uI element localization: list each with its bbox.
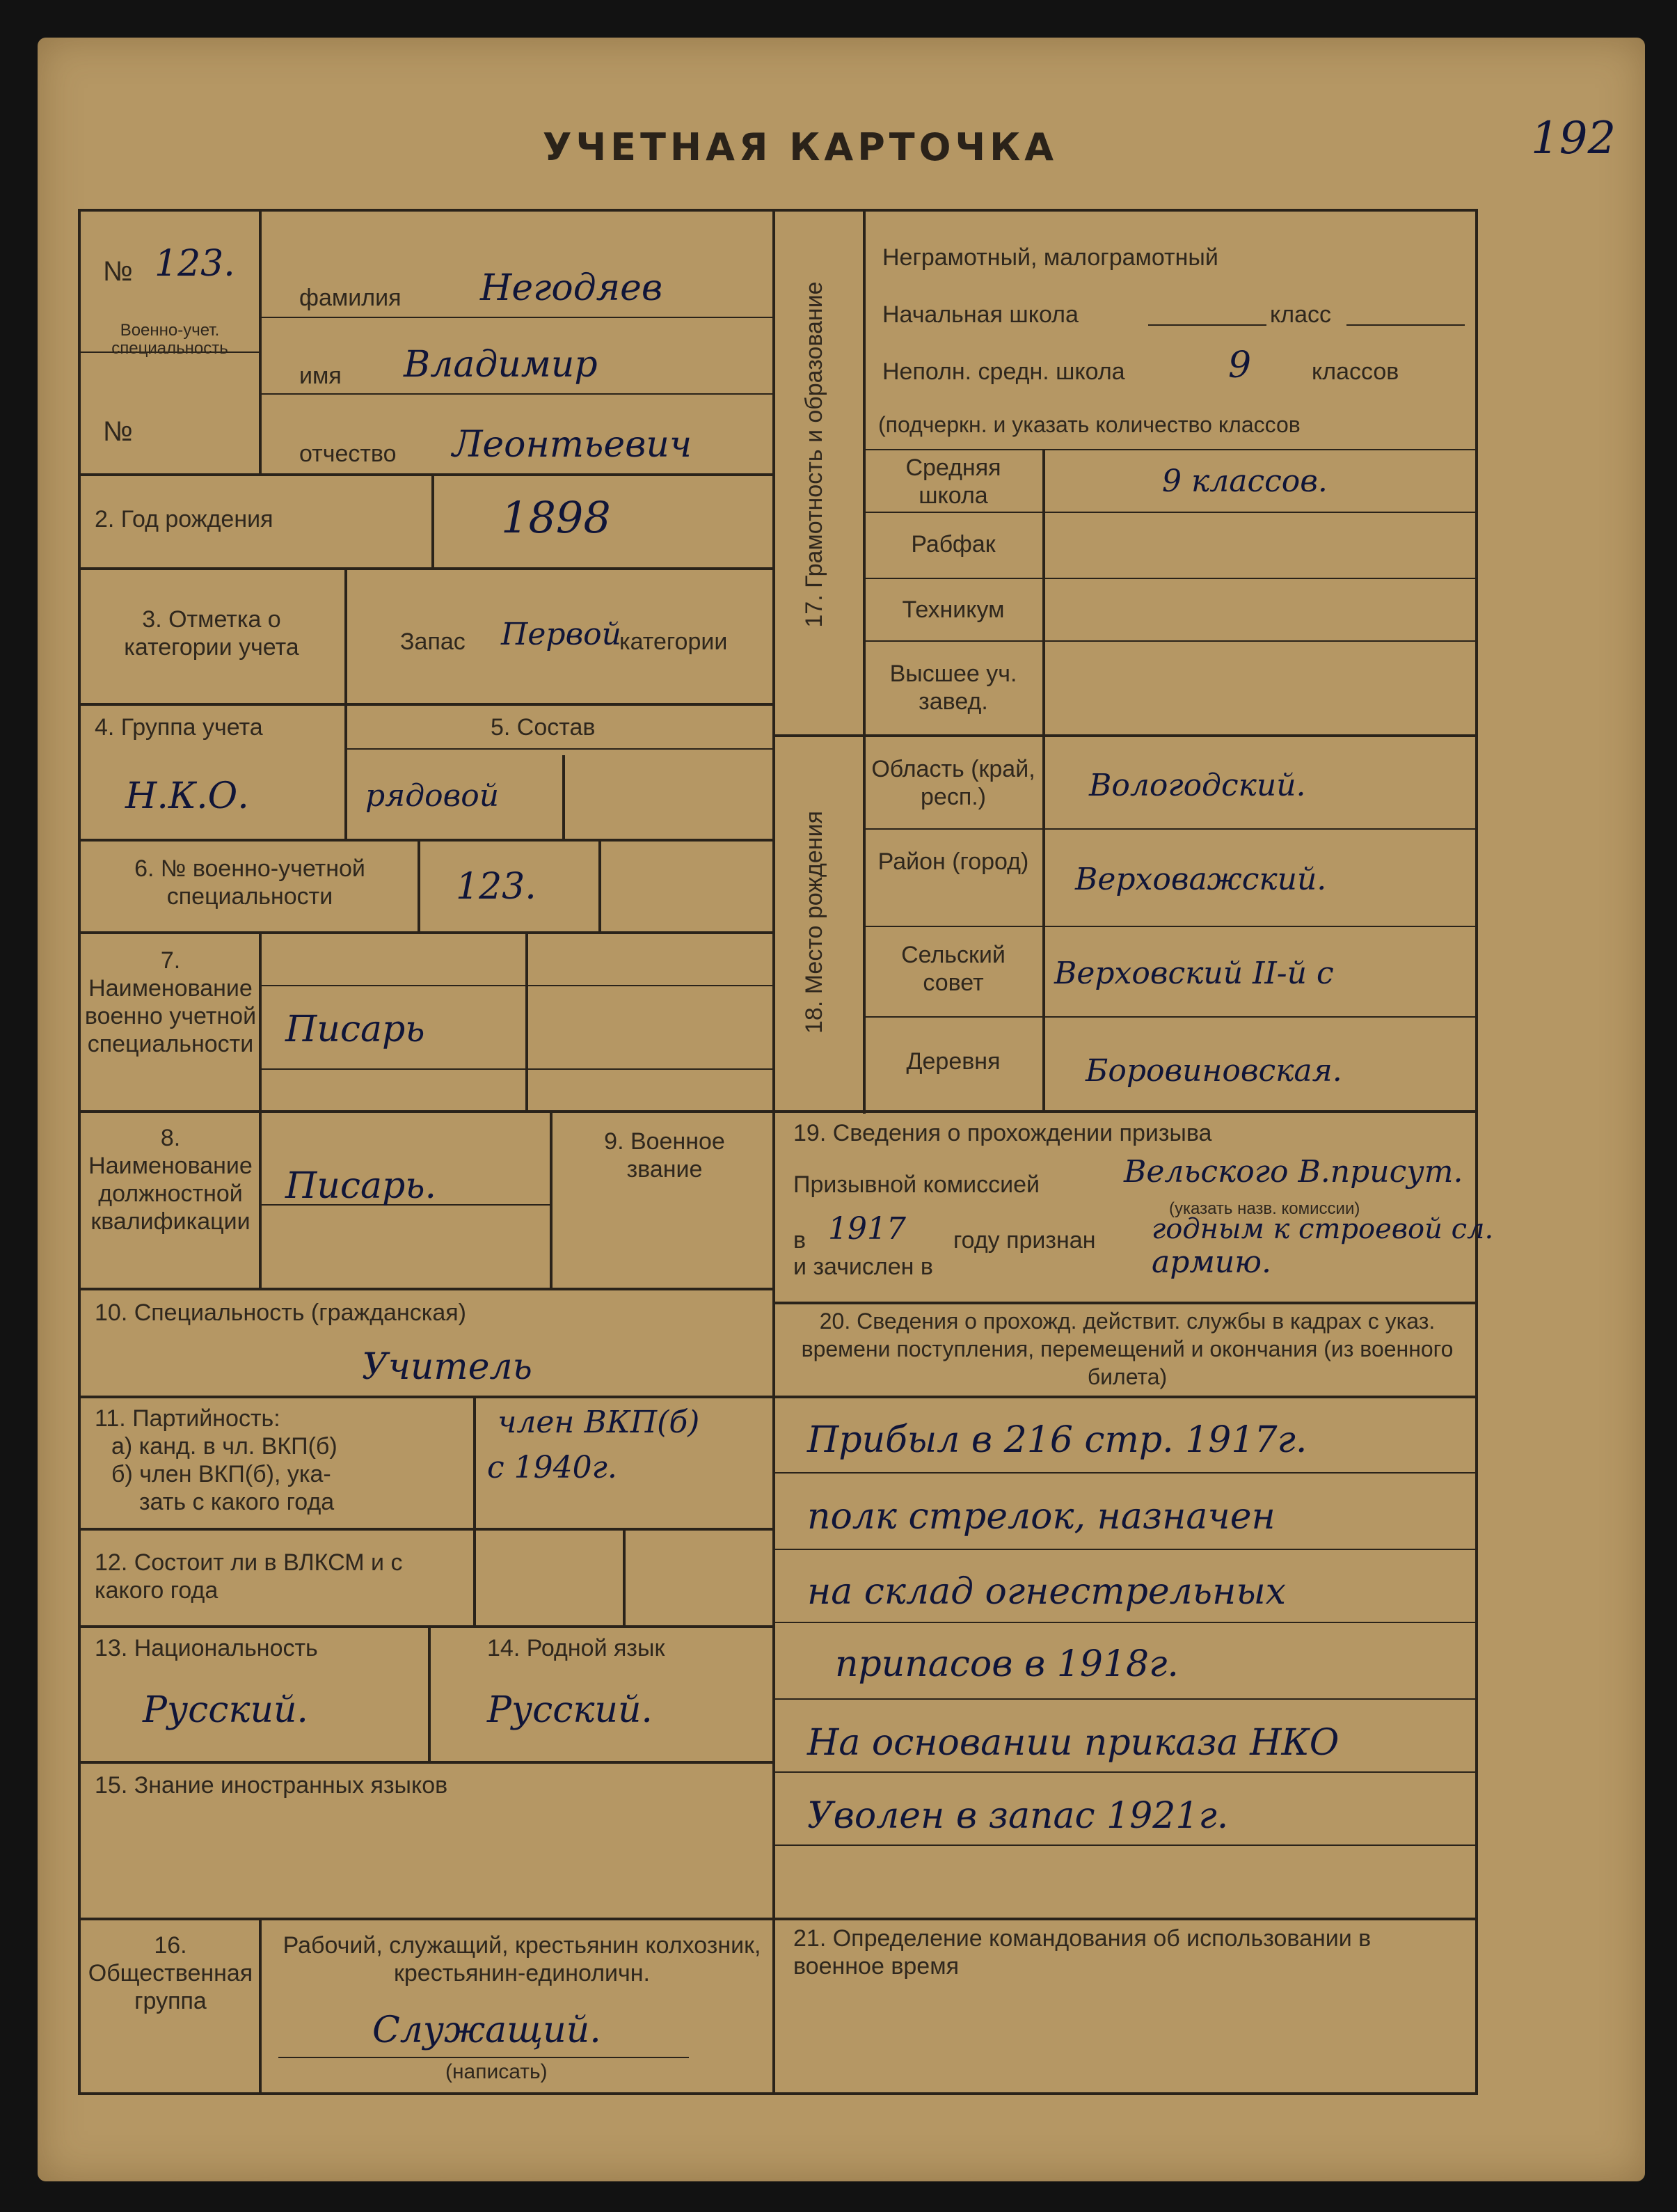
foreign-lang-label: 15. Знание иностранных языков (95, 1772, 448, 1799)
group-label: 4. Группа учета (95, 714, 263, 741)
rule (344, 567, 347, 703)
rule (259, 1918, 262, 2092)
record-card (38, 38, 1645, 2181)
rule (418, 839, 420, 931)
service-line-6: Уволен в запас 1921г. (807, 1795, 1229, 1837)
frame-left (78, 209, 81, 2095)
rank-label: 9. Военное звание (604, 1128, 725, 1183)
rule (78, 839, 772, 842)
party-b: б) член ВКП(б), ука- (111, 1461, 331, 1487)
rule (344, 748, 772, 750)
enrolled-value: армию. (1152, 1245, 1271, 1280)
rule (525, 931, 528, 1110)
rule (278, 2057, 689, 2058)
rule (863, 1016, 1475, 1018)
rule (78, 931, 772, 934)
service-line-4: припасов в 1918г. (835, 1643, 1179, 1685)
bp-row-label-council: Сельский совет (901, 942, 1006, 996)
rule (78, 1528, 772, 1531)
position-label: 8. Наименование должностной квалификации (88, 1125, 253, 1235)
bp-row-value-council: Верховский II-й с (1054, 956, 1334, 991)
patronymic-value: Леонтьевич (452, 424, 692, 466)
rule (78, 1110, 772, 1113)
rule (262, 393, 772, 395)
rule (623, 1528, 626, 1625)
rule (431, 473, 434, 567)
category-label: 3. Отметка о категории учета (124, 606, 299, 661)
rule (863, 578, 1475, 579)
name-label: имя (299, 363, 342, 389)
rule (863, 512, 1475, 513)
party-c: зать с какого года (139, 1489, 335, 1515)
command-label: 21. Определение командования об использовании в военное время (793, 1925, 1372, 1980)
year-in-label: в (793, 1227, 806, 1254)
incomplete-label: Неполн. средн. школа (882, 358, 1125, 385)
rule (473, 1528, 476, 1625)
vus-label: Военно-учет. специальность (111, 321, 228, 358)
birthplace-section-label: 18. Место рождения (801, 811, 827, 1034)
rule (78, 1625, 772, 1628)
rule (262, 317, 772, 318)
native-lang-label: 14. Родной язык (487, 1635, 665, 1661)
bp-row-value-region: Вологодский. (1089, 768, 1306, 803)
category-suffix: категории (619, 629, 728, 655)
category-value: Первой (501, 617, 622, 652)
group-value: Н.К.О. (125, 775, 249, 817)
incomplete-suffix: классов (1312, 358, 1399, 385)
rule (1042, 734, 1045, 1110)
patronymic-label: отчество (299, 441, 397, 467)
rule (550, 1110, 553, 1288)
service-line-3: на склад огнестрельных (807, 1571, 1287, 1613)
civil-spec-label: 10. Специальность (гражданская) (95, 1299, 467, 1326)
rule (344, 703, 347, 839)
rule (863, 209, 866, 1114)
surname-label: фамилия (299, 285, 402, 311)
rule (1346, 324, 1465, 326)
frame-center (772, 209, 775, 2095)
illiterate-label: Неграмотный, малограмотный (882, 244, 1218, 271)
enrolled-label: и зачислен в (793, 1254, 933, 1280)
nationality-label: 13. Национальность (95, 1635, 318, 1661)
service-line-5: На основании приказа НКО (807, 1722, 1340, 1764)
rule (78, 1918, 772, 1920)
frame-right (1475, 209, 1478, 2095)
conscription-label: 19. Сведения о прохождении призыва (793, 1120, 1212, 1146)
surname-value: Негодяев (480, 267, 663, 309)
frame-bottom (78, 2092, 1478, 2095)
rule (772, 1549, 1475, 1550)
native-lang-value: Русский. (487, 1689, 653, 1731)
commission-label: Призывной комиссией (793, 1171, 1040, 1198)
rule (772, 1472, 1475, 1474)
rule (1148, 324, 1266, 326)
civil-spec-value: Учитель (362, 1346, 532, 1388)
rule (78, 1761, 772, 1764)
rule (259, 1068, 772, 1070)
rule (772, 1918, 1475, 1920)
rule (772, 1771, 1475, 1773)
edu-row-label-rabfak: Рабфак (911, 531, 996, 558)
rule (772, 1698, 1475, 1700)
no-label: № (103, 256, 133, 287)
commission-value: Вельского В.присут. (1124, 1154, 1463, 1190)
service-line-1: Прибыл в 216 стр. 1917г. (807, 1419, 1308, 1461)
rule (863, 926, 1475, 927)
rule (78, 567, 772, 570)
edu-row-label-secondary: Средняя школа (905, 455, 1001, 509)
nationality-value: Русский. (143, 1689, 308, 1731)
rule (428, 1625, 431, 1761)
primary-class-label: класс (1270, 301, 1332, 328)
edu-row-label-technikum: Техникум (902, 597, 1005, 623)
rule (562, 755, 565, 839)
edu-row-label-higher: Высшее уч. завед. (889, 661, 1017, 715)
composition-label: 5. Состав (491, 714, 596, 741)
rule (772, 1302, 1475, 1304)
rule (772, 734, 1475, 737)
year-label: году признан (953, 1227, 1096, 1254)
rule (259, 209, 262, 473)
rule (473, 1396, 476, 1528)
rule (78, 1288, 772, 1290)
rule (78, 1396, 772, 1398)
frame-top (78, 209, 1478, 212)
composition-value: рядовой (365, 778, 500, 814)
rule (863, 640, 1475, 642)
social-group-value: Служащий. (372, 2009, 601, 2051)
bp-row-value-district: Верховажский. (1075, 862, 1327, 897)
name-value: Владимир (404, 344, 598, 386)
party-value-2: с 1940г. (487, 1450, 617, 1485)
social-group-options: Рабочий, служащий, крестьянин колхозник, крестьянин-единоличн. (283, 1932, 761, 1986)
bp-row-label-district: Район (город) (877, 848, 1029, 875)
rule (772, 1396, 1475, 1398)
rule (78, 703, 772, 706)
education-hint: (подчеркн. и указать количество классов (878, 412, 1301, 437)
vus-name-label: 7. Наименование военно учетной специальности (84, 947, 257, 1057)
service-line-2: полк стрелок, назначен (807, 1496, 1275, 1538)
service-label: 20. Сведения о прохожд. действит. службы в кадрах с указ. времени поступления, перемещений и окончания (из военного билета) (801, 1309, 1454, 1389)
category-prefix: Запас (400, 629, 466, 655)
rule (78, 473, 772, 476)
rule (772, 1844, 1475, 1846)
birth-year-label: 2. Год рождения (95, 506, 273, 532)
bp-row-label-region: Область (край, респ.) (871, 756, 1035, 810)
rule (1042, 449, 1045, 734)
page-number: 192 (1531, 113, 1616, 164)
no2-label: № (103, 416, 133, 447)
bp-row-label-village: Деревня (906, 1048, 1001, 1075)
party-label: 11. Партийность: (95, 1405, 280, 1432)
party-value-1: член ВКП(б) (498, 1405, 700, 1440)
primary-label: Начальная школа (882, 301, 1079, 328)
bp-row-value-village: Боровиновская. (1086, 1053, 1342, 1089)
rule (863, 828, 1475, 830)
education-section-label: 17. Грамотность и образование (801, 281, 827, 628)
incomplete-value: 9 (1228, 345, 1252, 386)
position-value: Писарь. (285, 1165, 437, 1207)
conscription-year-value: 1917 (828, 1211, 906, 1247)
rule (772, 1110, 1475, 1113)
vlksm-label: 12. Состоит ли в ВЛКСМ и с какого года (95, 1549, 403, 1604)
card-title: УЧЕТНАЯ КАРТОЧКА (542, 125, 1058, 169)
birth-year-value: 1898 (501, 492, 611, 543)
commission-hint: (указать назв. комиссии) (1169, 1199, 1360, 1218)
rule (259, 985, 772, 986)
no-value: 123. (154, 243, 235, 285)
rule (863, 449, 1475, 450)
rule (598, 839, 601, 931)
vus-no-value: 123. (456, 866, 537, 908)
edu-row-value-secondary: 9 классов. (1162, 464, 1328, 499)
party-a: а) канд. в чл. ВКП(б) (111, 1433, 337, 1460)
vus-no-label: 6. № военно-учетной специальности (134, 855, 365, 910)
social-group-label: 16. Общественная группа (88, 1932, 253, 2014)
vus-name-value: Писарь (285, 1009, 425, 1050)
social-group-hint: (написать) (445, 2060, 548, 2083)
rule (772, 1622, 1475, 1623)
conscription-result-value: годным к строевой сл. (1152, 1213, 1494, 1245)
